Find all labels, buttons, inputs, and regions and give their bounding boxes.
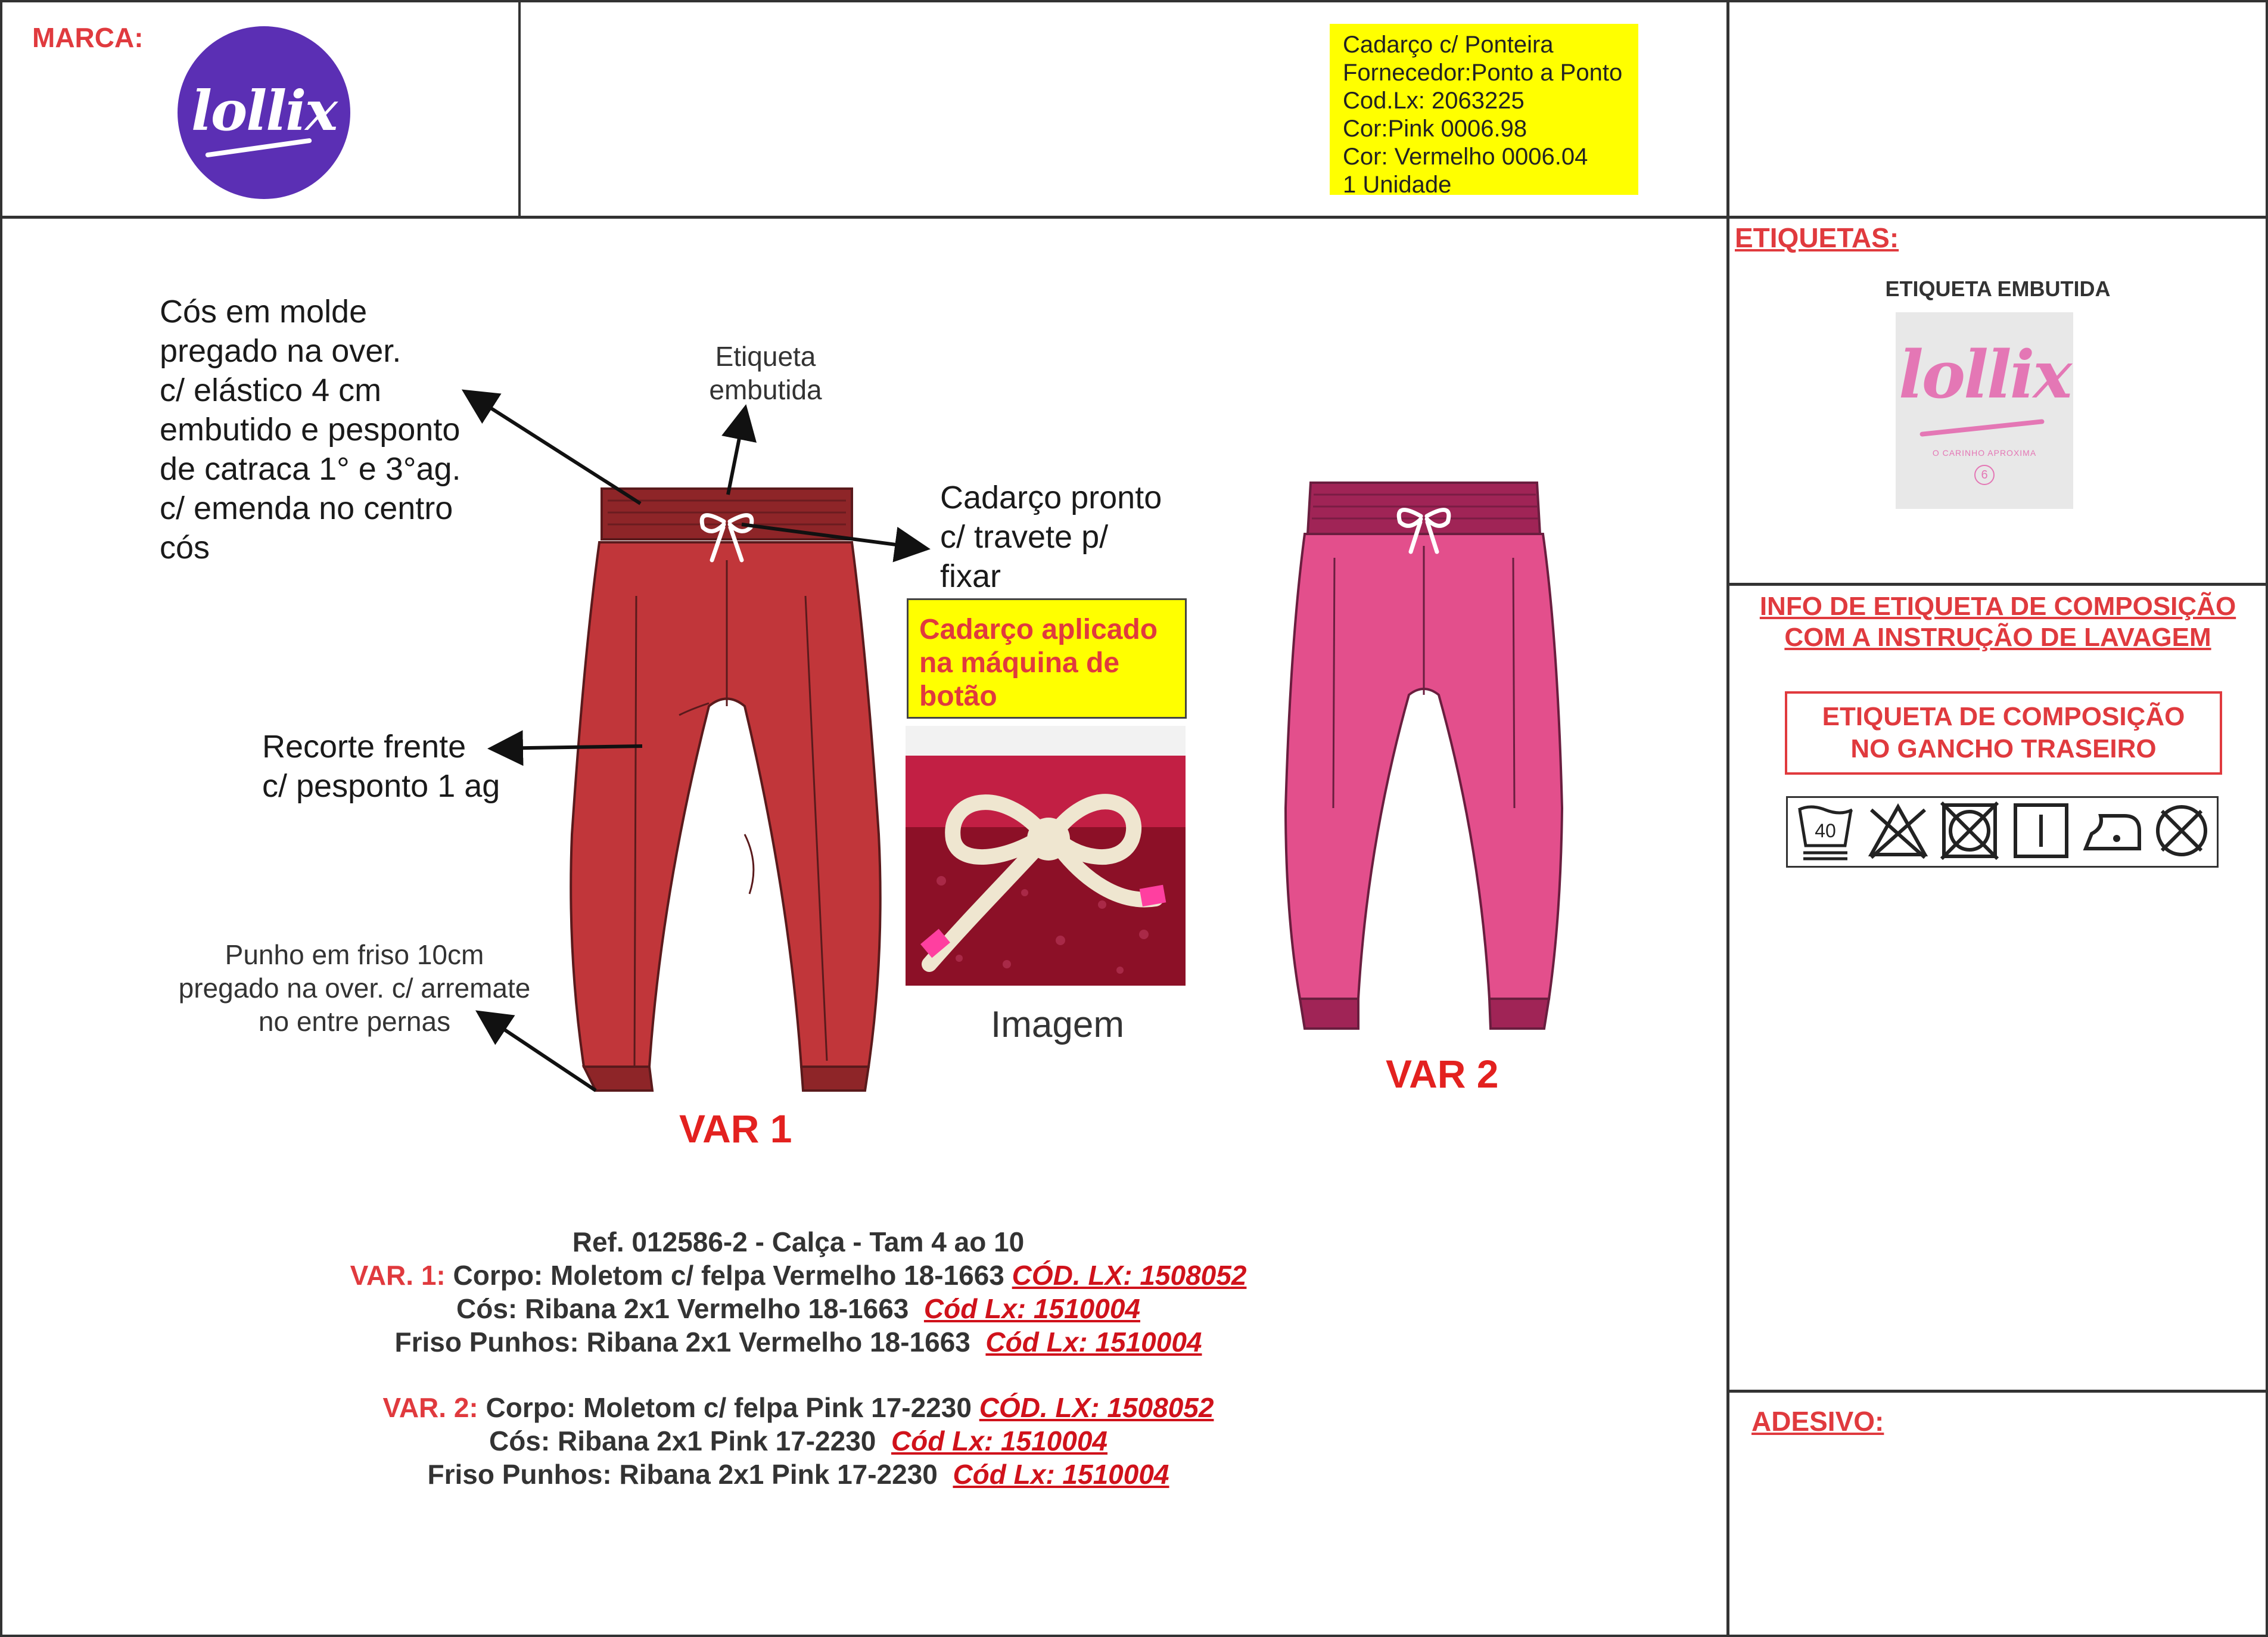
embedded-label-title: ETIQUETA EMBUTIDA	[1885, 277, 2111, 301]
annotation-line: Punho em friso 10cm	[225, 939, 484, 970]
tag-tagline: O CARINHO APROXIMA	[1932, 448, 2037, 458]
composition-info-line: INFO DE ETIQUETA DE COMPOSIÇÃO	[1759, 592, 2236, 621]
tag-logo-text: lollix	[1898, 336, 2071, 413]
frame-bottom	[0, 1635, 2268, 1637]
cord-note-line: Cadarço c/ Ponteira	[1343, 32, 1554, 58]
cord-note-line: 1 Unidade	[1343, 172, 1452, 198]
no-bleach-icon	[1865, 798, 1931, 863]
annotation-line: fixar	[940, 558, 1001, 594]
var2-label: VAR 2	[1386, 1052, 1499, 1096]
spec-code: CÓD. LX: 1508052	[1012, 1260, 1247, 1291]
no-dry-clean-icon	[2149, 798, 2214, 863]
spec-var1-friso	[83, 1325, 1513, 1359]
spec-var1-cos	[83, 1292, 1513, 1325]
spec-text: Cós: Ribana 2x1 Pink 17-2230	[489, 1425, 876, 1456]
annotation-line: cós	[160, 530, 210, 566]
brand-logo-text: lollix	[191, 79, 337, 143]
annotation-line: Etiqueta	[715, 341, 816, 372]
annotation-line: embutido e pesponto	[160, 412, 461, 448]
annotation-line: c/ elástico 4 cm	[160, 372, 382, 408]
spec-code: Cód Lx: 1510004	[985, 1327, 1202, 1358]
sidebar-divider-2	[1728, 1390, 2268, 1393]
annotation-line: c/ pesponto 1 ag	[262, 768, 500, 804]
line-dry-icon	[2008, 798, 2074, 863]
annotation-line: na máquina de	[919, 647, 1120, 679]
cord-note-line: Cor: Vermelho 0006.04	[1343, 144, 1588, 170]
sidebar-divider-1	[1728, 583, 2268, 586]
spec-var2-corpo	[83, 1391, 1513, 1424]
annotation-line: no entre pernas	[258, 1006, 451, 1037]
var2-pants	[1269, 474, 1579, 1043]
annotation-line: pregado na over. c/ arremate	[178, 973, 531, 1004]
spec-code: CÓD. LX: 1508052	[979, 1392, 1214, 1423]
iron-low-icon	[2080, 798, 2145, 863]
spec-text: Friso Punhos: Ribana 2x1 Vermelho 18-1663	[394, 1327, 970, 1358]
annotation-line: c/ emenda no centro	[160, 490, 453, 526]
annotation-line: botão	[919, 681, 997, 712]
spec-text: Corpo: Moletom c/ felpa Pink 17-2230	[486, 1392, 972, 1423]
annotation-line: Cós em molde	[160, 294, 368, 330]
annotation-line: embutida	[709, 374, 822, 405]
annotation-line: Recorte frente	[262, 729, 466, 765]
annotation-arrows	[0, 0, 1191, 1132]
cord-note-line: Cor:Pink 0006.98	[1343, 116, 1527, 142]
composition-info	[1728, 591, 2268, 653]
spec-text: Corpo: Moletom c/ felpa Vermelho 18-1663	[453, 1260, 1004, 1291]
annotation-line: Cadarço pronto	[940, 480, 1162, 515]
brand-label: MARCA:	[32, 22, 144, 53]
composition-info-line: COM A INSTRUÇÃO DE LAVAGEM	[1784, 623, 2211, 652]
care-symbols	[1786, 796, 2219, 868]
composition-box-line: NO GANCHO TRASEIRO	[1850, 734, 2157, 763]
spec-var2-cos	[83, 1424, 1513, 1458]
spec-code: Cód Lx: 1510004	[953, 1459, 1169, 1490]
sticker-title: ADESIVO:	[1751, 1406, 1884, 1437]
spec-prefix: VAR. 1:	[350, 1260, 446, 1291]
spec-var2-friso	[83, 1458, 1513, 1491]
tag-size-badge: 6	[1974, 465, 1995, 485]
cord-note-line: Fornecedor:Ponto a Ponto	[1343, 60, 1623, 86]
spec-ref: Ref. 012586-2 - Calça - Tam 4 ao 10	[572, 1226, 1025, 1257]
spec-code: Cód Lx: 1510004	[923, 1293, 1140, 1324]
labels-title: ETIQUETAS:	[1735, 222, 1899, 253]
annotation-line: de catraca 1° e 3°ag.	[160, 451, 461, 487]
spec-code: Cód Lx: 1510004	[891, 1425, 1108, 1456]
var1-label: VAR 1	[679, 1107, 792, 1151]
spec-var1-corpo	[83, 1259, 1513, 1292]
spec-prefix: VAR. 2:	[382, 1392, 478, 1423]
wash-40-icon	[1793, 798, 1858, 863]
composition-box-line: ETIQUETA DE COMPOSIÇÃO	[1822, 702, 2185, 731]
tag-swash	[1919, 419, 2045, 437]
image-caption: Imagem	[991, 1004, 1124, 1045]
spec-text: Cós: Ribana 2x1 Vermelho 18-1663	[456, 1293, 909, 1324]
cord-note	[1330, 24, 1638, 198]
composition-box	[1785, 691, 2222, 775]
no-tumble-dry-icon	[1937, 798, 2002, 863]
annotation-line: Cadarço aplicado	[919, 614, 1158, 645]
wash-temp: 40	[1815, 820, 1836, 841]
annotation-line: pregado na over.	[160, 333, 402, 369]
cord-note-line: Cod.Lx: 2063225	[1343, 88, 1525, 114]
embedded-label-tag	[1896, 312, 2073, 509]
annotation-line: c/ travete p/	[940, 519, 1109, 555]
spec-text: Friso Punhos: Ribana 2x1 Pink 17-2230	[427, 1459, 938, 1490]
